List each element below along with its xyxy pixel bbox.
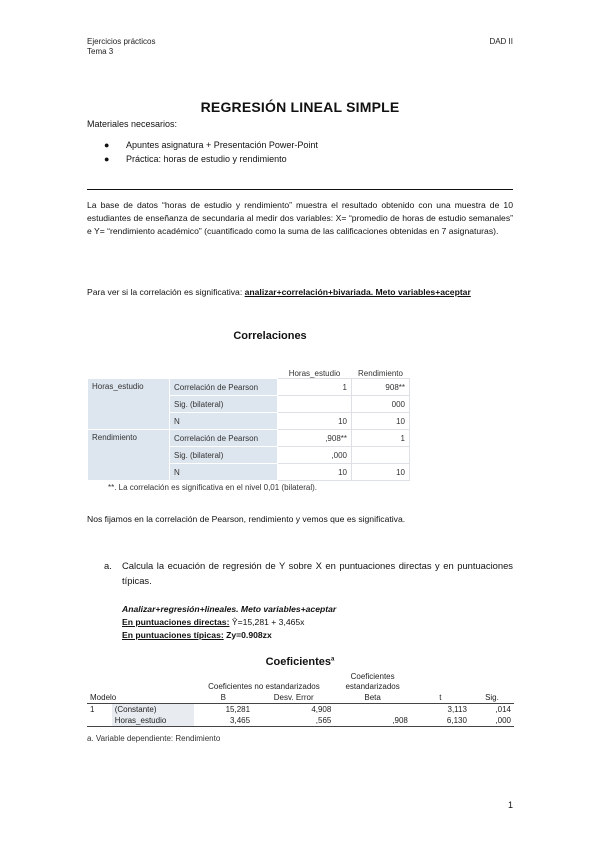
header-left bbox=[87, 37, 155, 57]
question-a-marker: a. bbox=[104, 560, 112, 571]
col-group-header: Coeficientes no estandarizados bbox=[208, 682, 320, 691]
materials-label: Materiales necesarios: bbox=[87, 119, 178, 129]
col-header: t bbox=[439, 692, 442, 702]
bullet-icon: ● bbox=[104, 140, 110, 150]
col-header: Horas_estudio bbox=[278, 344, 352, 379]
direct-equation: En puntuaciones directas: Ŷ=15,281 + 3,465x bbox=[122, 617, 305, 627]
col-header: Sig. bbox=[485, 692, 499, 702]
typical-equation: En puntuaciones típicas: Zy=0.908zx bbox=[122, 630, 272, 640]
correlations-table bbox=[87, 344, 410, 481]
table-row: Sig. (bilateral) 000 bbox=[88, 396, 410, 413]
pearson-note: Nos fijamos en la correlación de Pearson, rendimiento y vemos que es significativa. bbox=[87, 514, 406, 524]
page-number: 1 bbox=[507, 800, 513, 810]
steps-path: Analizar+regresión+lineales. Meto variables+aceptar bbox=[122, 604, 337, 614]
header-topic: Tema 3 bbox=[87, 47, 114, 56]
page-title: REGRESIÓN LINEAL SIMPLE bbox=[200, 99, 400, 115]
corr-instruction: Para ver si la correlación es significativa: analizar+correlación+bivariada. Meto variables+aceptar bbox=[87, 287, 471, 297]
steps-block bbox=[122, 603, 336, 642]
correlations-footnote: **. La correlación es significativa en el nivel 0,01 (bilateral). bbox=[108, 483, 317, 492]
col-header: B bbox=[220, 692, 226, 702]
bullet-icon: ● bbox=[104, 154, 110, 164]
divider bbox=[87, 189, 513, 190]
table-row: N 10 10 bbox=[88, 464, 410, 481]
col-header: Desv. Error bbox=[273, 692, 314, 702]
table-row: N 10 10 bbox=[88, 413, 410, 430]
header-right: DAD II bbox=[489, 37, 513, 46]
table-row: Rendimiento Correlación de Pearson ,908** 1 bbox=[88, 430, 410, 447]
coefficients-table bbox=[87, 670, 514, 727]
corr-path: analizar+correlación+bivariada. Meto variables+aceptar bbox=[244, 287, 471, 297]
materials-list bbox=[104, 138, 318, 166]
list-item: ● Apuntes asignatura + Presentación Power-Point bbox=[104, 140, 318, 150]
table-row: Sig. (bilateral) ,000 bbox=[88, 447, 410, 464]
col-header: Rendimiento bbox=[352, 344, 410, 379]
intro-paragraph: La base de datos “horas de estudio y rendimiento” muestra el resultado obtenido con una muestra de 10 estudiantes de enseñanza de secundaria al medir dos variables: X= “promedio de horas de estudio semanales” e Y= “rendimiento académico” (cuantificado como la suma de las calificaciones obtenidas en 7 asignaturas). bbox=[87, 200, 513, 236]
correlations-title: Correlaciones bbox=[233, 330, 307, 342]
coefficients-footnote: a. Variable dependiente: Rendimiento bbox=[87, 734, 221, 743]
header-subject: Ejercicios prácticos bbox=[87, 37, 156, 46]
table-row: 1 (Constante) 15,281 4,908 3,113 ,014 bbox=[90, 704, 511, 714]
table-row: Horas_estudio 3,465 ,565 ,908 6,130 ,000 bbox=[87, 715, 514, 727]
question-a-text: Calcula la ecuación de regresión de Y sobre X en puntuaciones directas y en puntuaciones típicas. bbox=[122, 560, 513, 586]
col-group-header: Coeficientes estandarizados bbox=[345, 672, 400, 691]
col-header: Modelo bbox=[90, 692, 117, 702]
list-item: ● Práctica: horas de estudio y rendimiento bbox=[104, 154, 287, 164]
coefficients-title: Coeficientes$^a$ bbox=[265, 656, 335, 668]
col-header: Beta bbox=[364, 692, 381, 702]
table-row: Horas_estudio Correlación de Pearson 1 908** bbox=[88, 379, 410, 396]
